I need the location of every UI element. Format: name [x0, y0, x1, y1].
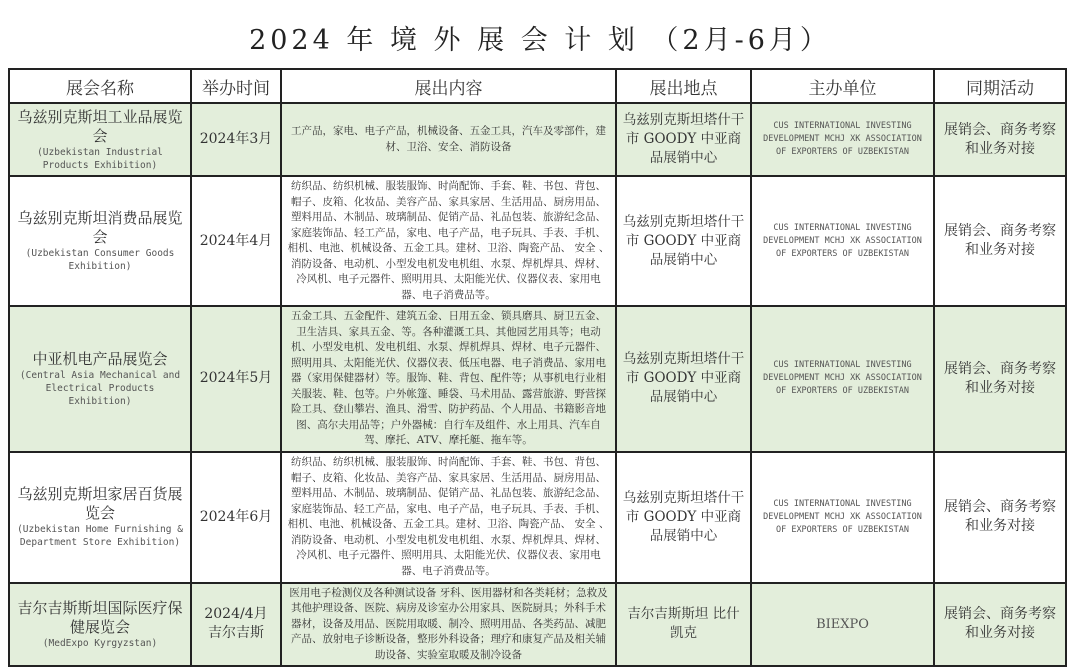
exhibition-table: [8, 68, 1067, 667]
exhibition-name: 中亚机电产品展览会: [32, 349, 168, 368]
exhibition-content: 工产品，家电、电子产品，机械设备、五金工具，汽车及零部件，建材、卫浴、安全、消防设备: [281, 103, 616, 176]
exhibition-organizer: CUS INTERNATIONAL INVESTING DEVELOPMENT MCHJ XK ASSOCIATION OF EXPORTERS OF UZBEKISTAN: [751, 306, 934, 452]
exhibition-date: 2024年6月: [191, 452, 281, 583]
exhibition-organizer: BIEXPO: [751, 583, 934, 667]
exhibition-name-cell: [9, 583, 191, 667]
exhibition-location: 乌兹别克斯坦塔什干市 GOODY 中亚商品展销中心: [616, 452, 751, 583]
header-content: 展出内容: [281, 69, 616, 103]
exhibition-name: 吉尔吉斯斯坦国际医疗保健展览会: [17, 598, 183, 636]
exhibition-location: 乌兹别克斯坦塔什干市 GOODY 中亚商品展销中心: [616, 176, 751, 306]
table-row: [9, 452, 1066, 583]
exhibition-activity: 展销会、商务考察和业务对接: [934, 306, 1066, 452]
page-title: 2024 年 境 外 展 会 计 划 （2月-6月）: [249, 25, 831, 56]
table-row: [9, 583, 1066, 667]
exhibition-location: 乌兹别克斯坦塔什干市 GOODY 中亚商品展销中心: [616, 306, 751, 452]
exhibition-date: 2024年5月: [191, 306, 281, 452]
exhibition-date: 2024年3月: [191, 103, 281, 176]
header-row: [9, 69, 1066, 103]
exhibition-organizer: CUS INTERNATIONAL INVESTING DEVELOPMENT MCHJ XK ASSOCIATION OF EXPORTERS OF UZBEKISTAN: [751, 176, 934, 306]
exhibition-date: 2024年4月: [191, 176, 281, 306]
exhibition-content: 纺织品、纺织机械、服装服饰、时尚配饰、手套、鞋、书包、背包、帽子、皮箱、化妆品、美容产品、家具家居、生活用品、厨房用品、塑料用品、木制品、玻璃制品、促销产品、礼品包装、旅游纪念品、家庭装饰品、轻工产品，家电、电子产品，电子玩具、手表、手机、相机、电池、机械设备、五金工具。建材、卫浴、陶瓷产品、 安全 、消防设备、电动机、小型发电机发电机组、水泵、焊机焊具、焊材、冷风机、电子元器件、照明用具、太阳能光伏、仪器仪表、家用电器、电子消费品等。: [281, 452, 616, 583]
exhibition-date: 2024/4月 吉尔吉斯: [191, 583, 281, 667]
exhibition-organizer: CUS INTERNATIONAL INVESTING DEVELOPMENT MCHJ XK ASSOCIATION OF EXPORTERS OF UZBEKISTAN: [751, 103, 934, 176]
exhibition-location: 吉尔吉斯斯坦 比什凯克: [616, 583, 751, 667]
header-date: 举办时间: [191, 69, 281, 103]
exhibition-name-cell: [9, 103, 191, 176]
exhibition-name-en: (MedExpo Kyrgyzstan): [42, 637, 158, 649]
exhibition-name-cell: [9, 452, 191, 583]
exhibition-name: 乌兹别克斯坦消费品展览会: [17, 209, 183, 246]
exhibition-content: 纺织品、纺织机械、服装服饰、时尚配饰、手套、鞋、书包、背包、帽子、皮箱、化妆品、美容产品、家具家居、生活用品、厨房用品、塑料用品、木制品、玻璃制品、促销产品、礼品包装、旅游纪念品、家庭装饰品、轻工产品，家电、电子产品，电子玩具、手表、手机、相机、电池、机械设备、五金工具。建材、卫浴、陶瓷产品、 安全 、消防设备、电动机、小型发电机发电机组、水泵、焊机焊具、焊材、冷风机、电子元器件、照明用具、太阳能光伏、仪器仪表、家用电器、电子消费品等。: [281, 176, 616, 306]
exhibition-location: 乌兹别克斯坦塔什干市 GOODY 中亚商品展销中心: [616, 103, 751, 176]
exhibition-name-en: (Uzbekistan Industrial Products Exhibition): [37, 146, 163, 171]
header-organizer: 主办单位: [751, 69, 934, 103]
exhibition-name-en: (Central Asia Mechanical and Electrical Products Exhibition): [19, 369, 181, 407]
exhibition-activity: 展销会、商务考察和业务对接: [934, 176, 1066, 306]
header-name: 展会名称: [9, 69, 191, 103]
exhibition-name: 乌兹别克斯坦工业品展览会: [17, 107, 183, 145]
exhibition-activity: 展销会、商务考察和业务对接: [934, 103, 1066, 176]
exhibition-content: 医用电子检测仪及各种测试设备 牙科、医用器材和各类耗材；急救及其他护理设备、医院、病房及诊室办公用家具、医院厨具；外科手术器材，设备及用品、医院用取暖、制冷、照明用品、各类药品、减肥产品、放射电子诊断设备，整形外科设备；理疗和康复产品及相关辅助设备、实验室取暖及制冷设备: [281, 583, 616, 667]
table-row: [9, 176, 1066, 306]
exhibition-organizer: CUS INTERNATIONAL INVESTING DEVELOPMENT MCHJ XK ASSOCIATION OF EXPORTERS OF UZBEKISTAN: [751, 452, 934, 583]
exhibition-name: 乌兹别克斯坦家居百货展览会: [17, 485, 183, 522]
exhibition-activity: 展销会、商务考察和业务对接: [934, 583, 1066, 667]
header-activity: 同期活动: [934, 69, 1066, 103]
exhibition-activity: 展销会、商务考察和业务对接: [934, 452, 1066, 583]
header-location: 展出地点: [616, 69, 751, 103]
exhibition-name-en: (Uzbekistan Consumer Goods Exhibition): [25, 248, 175, 272]
exhibition-name-en: (Uzbekistan Home Furnishing & Department Store Exhibition): [17, 524, 183, 548]
exhibition-content: 五金工具、五金配件、建筑五金、日用五金、锁具磨具、厨卫五金、卫生洁具、家具五金、等。各种灌溉工具、其他园艺用具等；电动机、小型发电机、发电机组、水泵、焊机焊具、焊材、电子元器件、照明用具、太阳能光伏、仪器仪表、低压电器、电子消费品、家用电器（家用保健器材）等。服饰、鞋、背包、配件等；从事机电行业相关服装、鞋、包等。户外帐篷、睡袋、马术用品、露营旅游、野营探险工具、登山攀岩、渔具、滑雪、防护药品、个人用品、书籍影音地图、高尔夫用品等；户外器械：自行车及组件、水上用具、汽车自驾、摩托、ATV、摩托艇、拖车等。: [281, 306, 616, 452]
exhibition-name-cell: [9, 306, 191, 452]
table-row: [9, 306, 1066, 452]
table-row: [9, 103, 1066, 176]
exhibition-name-cell: [9, 176, 191, 306]
